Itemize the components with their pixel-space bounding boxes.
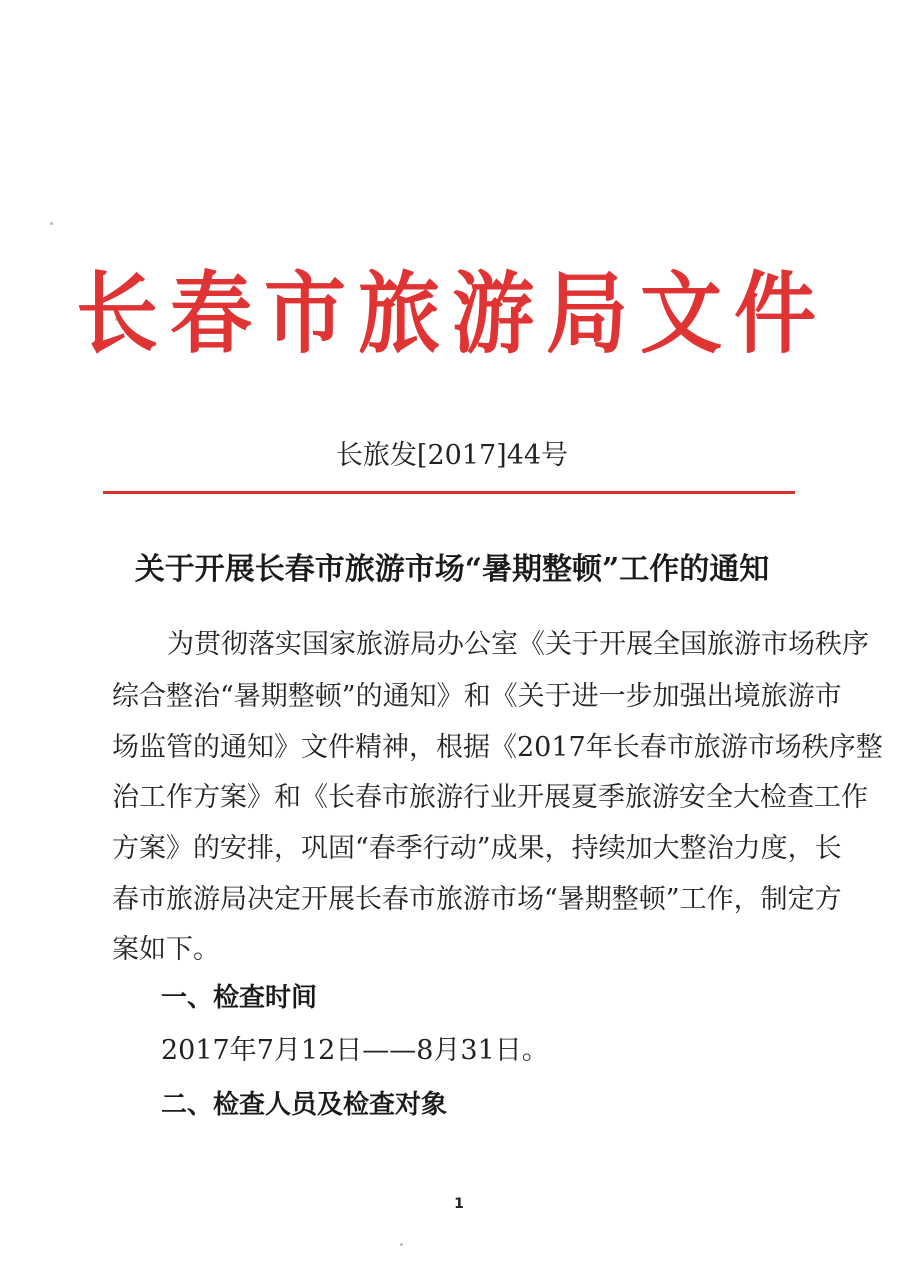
paragraph-line: 为贯彻落实国家旅游局办公室《关于开展全国旅游市场秩序	[167, 629, 869, 660]
red-divider-rule	[103, 491, 795, 494]
paragraph-line: 方案》的安排，巩固“春季行动”成果，持续加大整治力度，长	[112, 833, 842, 864]
paragraph-line: 场监管的通知》文件精神，根据《2017年长春市旅游市场秩序整	[112, 732, 883, 763]
document-title: 关于开展长春市旅游市场“暑期整顿”工作的通知	[134, 552, 770, 587]
scan-speck	[400, 1243, 403, 1246]
page-number: 1	[454, 1196, 464, 1212]
paragraph-line: 春市旅游局决定开展长春市旅游市场“暑期整顿”工作，制定方	[112, 884, 842, 915]
document-number: 长旅发[2017]44号	[335, 440, 569, 471]
section-heading: 一、检查时间	[161, 983, 318, 1013]
section-content: 2017年7月12日——8月31日。	[161, 1035, 549, 1066]
paragraph-line: 案如下。	[112, 934, 220, 965]
paragraph-line: 治工作方案》和《长春市旅游行业开展夏季旅游安全大检查工作	[112, 782, 868, 813]
scan-speck	[50, 222, 53, 225]
paragraph-line: 综合整治“暑期整顿”的通知》和《关于进一步加强出境旅游市	[112, 681, 842, 712]
issuer-header: 长春市旅游局文件	[75, 262, 828, 367]
section-heading: 二、检查人员及检查对象	[161, 1090, 448, 1120]
